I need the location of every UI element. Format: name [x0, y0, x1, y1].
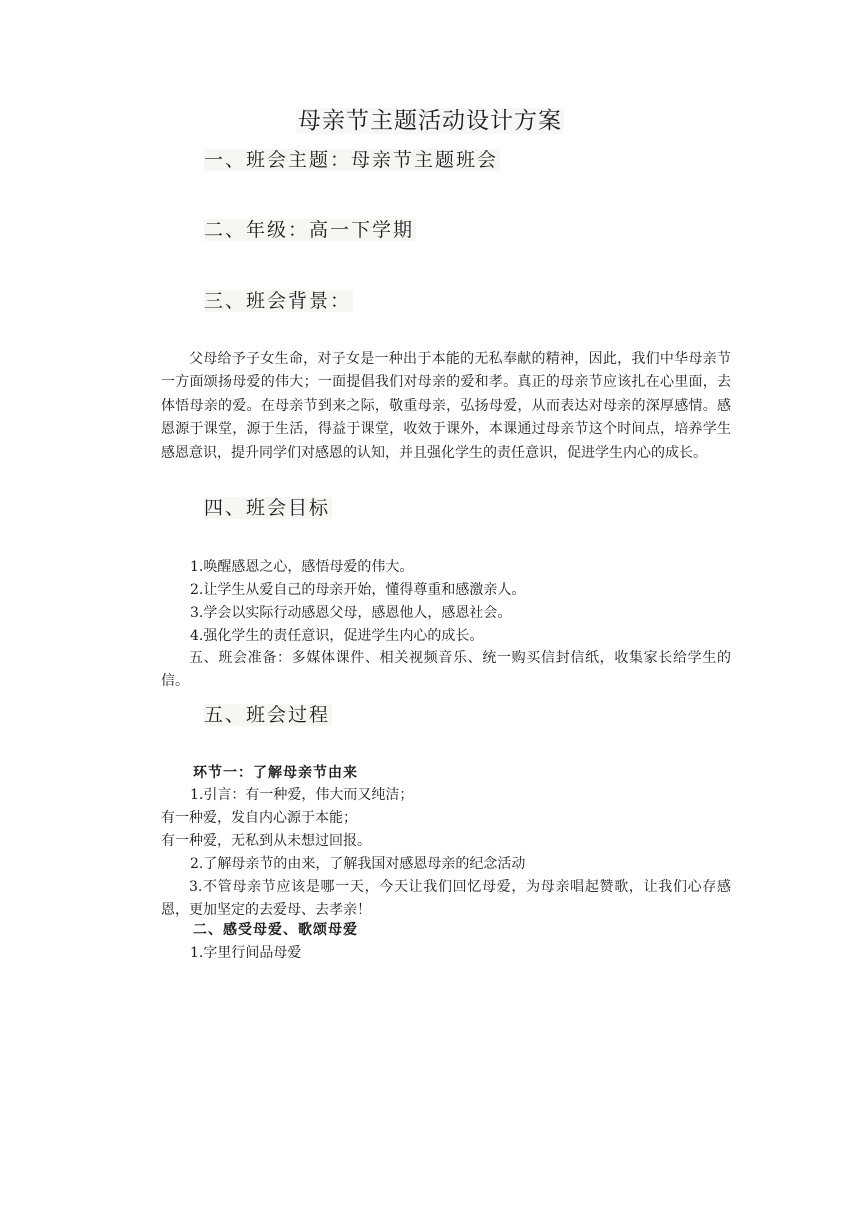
section-heading-background: 三、班会背景：	[204, 290, 352, 312]
step1-line: 2.了解母亲节的由来，了解我国对感恩母亲的纪念活动	[190, 856, 526, 872]
goal-item: 1.唤醒感恩之心，感悟母爱的伟大。	[190, 559, 414, 575]
preparation-paragraph: 五、班会准备：多媒体课件、相关视频音乐、统一购买信封信纸，收集家长给学生的信。	[161, 650, 731, 689]
step1-line: 有一种爱，发自内心源于本能；	[161, 810, 357, 826]
background-paragraph: 父母给予子女生命，对子女是一种出于本能的无私奉献的精神，因此，我们中华母亲节一方面颂扬母爱的伟大；一面提倡我们对母亲的爱和孝。真正的母亲节应该扎在心里面，去体悟母亲的爱。在母亲节到来之际，敬重母亲，弘扬母爱，从而表达对母亲的深厚感情。感恩源于课堂，源于生活，得益于课堂，收效于课外，本课通过母亲节这个时间点，培养学生感恩意识，提升同学们对感恩的认知，并且强化学生的责任意识，促进学生内心的成长。	[161, 351, 731, 461]
step2-heading: 二、感受母爱、歌颂母爱	[193, 922, 358, 938]
step1-point3-paragraph: 3.不管母亲节应该是哪一天，今天让我们回忆母爱，为母亲唱起赞歌，让我们心存感恩，更加坚定的去爱母、去孝亲！	[161, 879, 731, 918]
goal-item: 4.强化学生的责任意识，促进学生内心的成长。	[190, 628, 484, 644]
step2-line: 1.字里行间品母爱	[190, 945, 302, 961]
section-heading-goals: 四、班会目标	[204, 497, 331, 519]
step1-line: 有一种爱，无私到从未想过回报。	[161, 833, 371, 849]
section-heading-theme: 一、班会主题：母亲节主题班会	[204, 149, 499, 171]
goal-item: 3.学会以实际行动感恩父母，感恩他人，感恩社会。	[190, 605, 512, 621]
step1-line: 1.引言：有一种爱，伟大而又纯洁；	[190, 787, 414, 803]
section-heading-grade: 二、年级：高一下学期	[204, 219, 415, 241]
document-title: 母亲节主题活动设计方案	[298, 108, 562, 134]
section-heading-process: 五、班会过程	[204, 704, 331, 726]
step1-heading: 环节一：了解母亲节由来	[193, 765, 358, 781]
goal-item: 2.让学生从爱自己的母亲开始，懂得尊重和感激亲人。	[190, 582, 526, 598]
